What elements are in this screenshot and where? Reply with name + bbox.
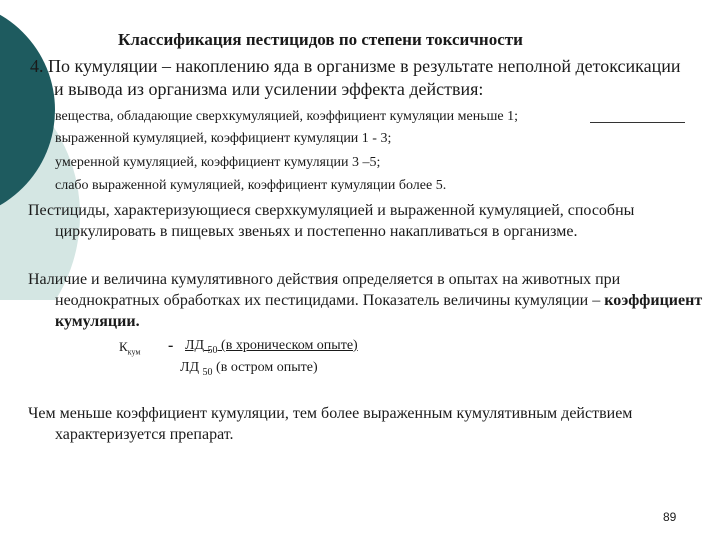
paragraph-accumulation: Пестициды, характеризующиеся сверхкумуляцией и выраженной кумуляцией, способны циркулировать в пищевых звеньях и постепенно накапливаться в организме. — [28, 202, 635, 240]
divider-line — [590, 122, 685, 123]
formula-k-label — [119, 339, 140, 357]
subitem-3: умеренной кумуляцией, коэффициент кумуляции 3 –5; — [55, 155, 381, 170]
point-4-text: 4. По кумуляции – накоплению яда в организме в результате неполной детоксикации и вывода из организма или усилении эффекта действия: — [30, 56, 681, 99]
formula-denominator — [180, 360, 318, 378]
paragraph-cumulative-action — [28, 269, 720, 332]
paragraph-conclusion: Чем меньше коэффициент кумуляции, тем более выраженным кумулятивным действием характеризуется препарат. — [28, 405, 633, 443]
page-number: 89 — [663, 510, 677, 524]
denominator-ld: ЛД — [180, 360, 200, 375]
coefficient-term: коэффициент кумуляции. — [55, 292, 703, 330]
subitem-2: выраженной кумуляцией, коэффициент кумуляции 1 - 3; — [55, 131, 392, 146]
denominator-note: (в остром опыте) — [216, 360, 318, 375]
denominator-sub: 50 — [202, 366, 213, 378]
formula-dash: - — [168, 337, 174, 354]
paragraph-cumulative-action-text: Наличие и величина кумулятивного действия определяется в опытах на животных при неоднократных обработках их пестицидами. Показатель величины кумуляции – — [28, 271, 621, 309]
formula-k: К — [119, 339, 128, 354]
formula-k-sub: кум — [127, 347, 141, 357]
numerator-ld: ЛД — [185, 338, 205, 353]
formula-numerator — [185, 338, 358, 356]
subitem-1: вещества, обладающие сверхкумуляцией, коэффициент кумуляции меньше 1; — [55, 109, 518, 124]
numerator-note: (в хроническом опыте) — [221, 338, 358, 353]
page-title: Классификация пестицидов по степени токсичности — [118, 30, 523, 49]
subitem-4: слабо выраженной кумуляцией, коэффициент кумуляции более 5. — [55, 178, 447, 193]
numerator-sub: 50 — [207, 344, 218, 356]
